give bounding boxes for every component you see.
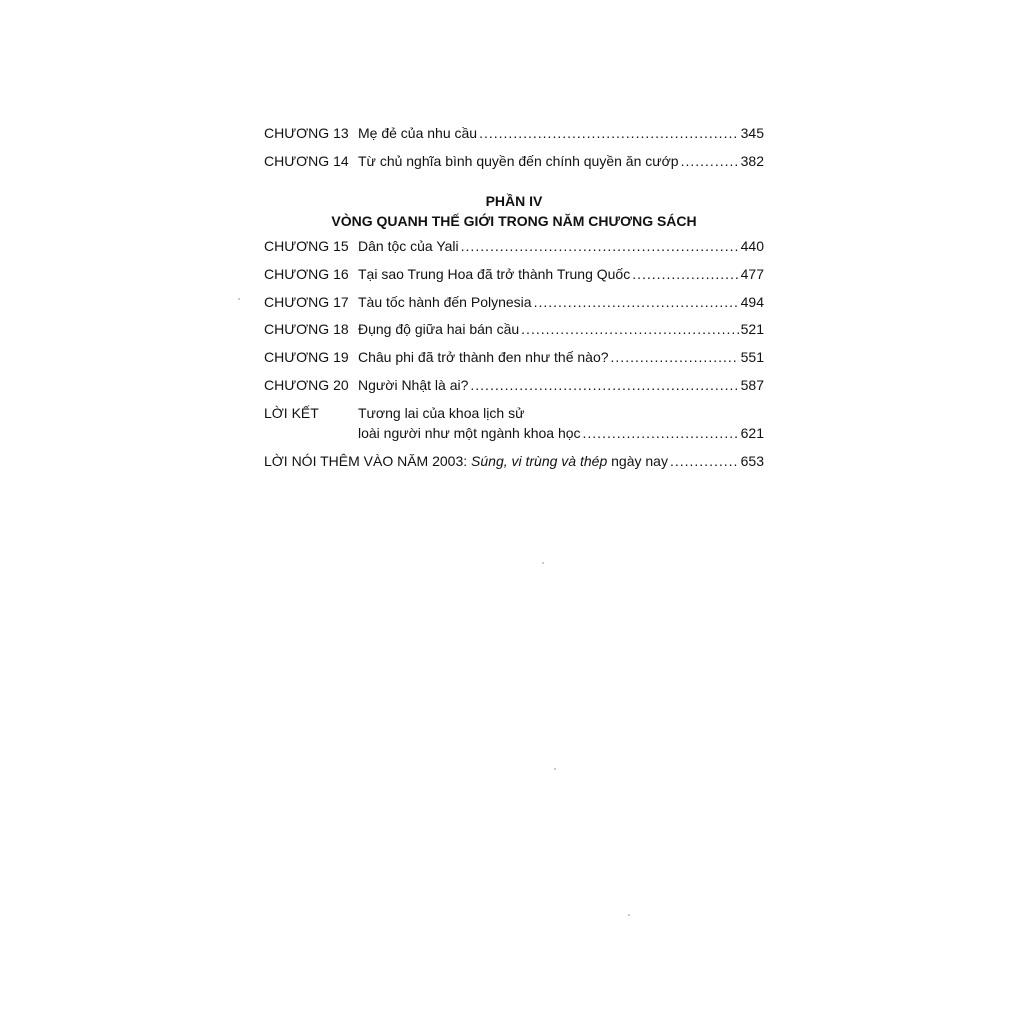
dot-leader (521, 321, 738, 337)
chapter-title: Tàu tốc hành đến Polynesia (358, 294, 532, 310)
dot-leader (611, 349, 739, 365)
dot-leader (681, 153, 739, 169)
chapter-label: CHƯƠNG 20 (264, 377, 349, 393)
scan-speck (542, 562, 544, 564)
chapter-title: Đụng độ giữa hai bán cầu (358, 321, 520, 337)
chapter-label: CHƯƠNG 17 (264, 294, 349, 310)
toc-entry-chapter-19[interactable] (264, 349, 764, 369)
chapter-label: CHƯƠNG 14 (264, 153, 349, 169)
page-number: 382 (740, 153, 764, 169)
page-number: 521 (740, 321, 764, 337)
dot-leader (583, 425, 739, 441)
page-number: 494 (740, 294, 764, 310)
afterword-label: LỜI NÓI THÊM VÀO NĂM 2003: (264, 453, 468, 469)
chapter-title: Mẹ đẻ của nhu cầu (358, 125, 478, 141)
part-title-heading: VÒNG QUANH THẾ GIỚI TRONG NĂM CHƯƠNG SÁCH (331, 213, 697, 229)
page-number: 551 (740, 349, 764, 365)
dot-leader (534, 294, 739, 310)
chapter-label: CHƯƠNG 18 (264, 321, 349, 337)
page-number: 477 (740, 266, 764, 282)
chapter-title: Tại sao Trung Hoa đã trở thành Trung Quốc (358, 266, 631, 282)
toc-entry-epilogue[interactable] (264, 425, 764, 445)
toc-entry-chapter-20[interactable] (264, 377, 764, 397)
page-number: 653 (740, 453, 764, 469)
toc-entry-chapter-16[interactable] (264, 266, 764, 286)
epilogue-title-line1: Tương lai của khoa lịch sử (358, 405, 525, 421)
chapter-label: CHƯƠNG 13 (264, 125, 349, 141)
chapter-label: CHƯƠNG 19 (264, 349, 349, 365)
chapter-title: Người Nhật là ai? (358, 377, 469, 393)
chapter-title: Châu phi đã trở thành đen như thế nào? (358, 349, 609, 365)
toc-entry-chapter-14[interactable] (264, 153, 764, 173)
afterword-title-suffix: ngày nay (611, 453, 668, 469)
page-number: 440 (740, 238, 764, 254)
chapter-label: CHƯƠNG 16 (264, 266, 349, 282)
dot-leader (461, 238, 739, 254)
part-number-heading: PHẦN IV (485, 193, 543, 209)
afterword-title-italic: Súng, vi trùng và thép (471, 453, 608, 469)
page-number: 587 (740, 377, 764, 393)
scan-speck (554, 768, 556, 770)
chapter-label: CHƯƠNG 15 (264, 238, 349, 254)
page-number: 345 (740, 125, 764, 141)
toc-entry-chapter-17[interactable] (264, 294, 764, 314)
scan-speck (628, 914, 630, 916)
toc-entry-chapter-13[interactable] (264, 125, 764, 145)
toc-entry-chapter-15[interactable] (264, 238, 764, 258)
toc-entry-chapter-18[interactable] (264, 321, 764, 341)
dot-leader (479, 125, 739, 141)
epilogue-title-line2: loài người như một ngành khoa học (358, 425, 581, 441)
page-number: 621 (740, 425, 764, 441)
epilogue-label: LỜI KẾT (264, 405, 319, 421)
dot-leader (670, 453, 739, 469)
dot-leader (632, 266, 738, 282)
dot-leader (470, 377, 738, 393)
chapter-title: Dân tộc của Yali (358, 238, 459, 254)
scan-speck (238, 298, 240, 300)
chapter-title: Từ chủ nghĩa bình quyền đến chính quyền ăn cướp (358, 153, 679, 169)
toc-entry-afterword[interactable] (264, 453, 764, 473)
